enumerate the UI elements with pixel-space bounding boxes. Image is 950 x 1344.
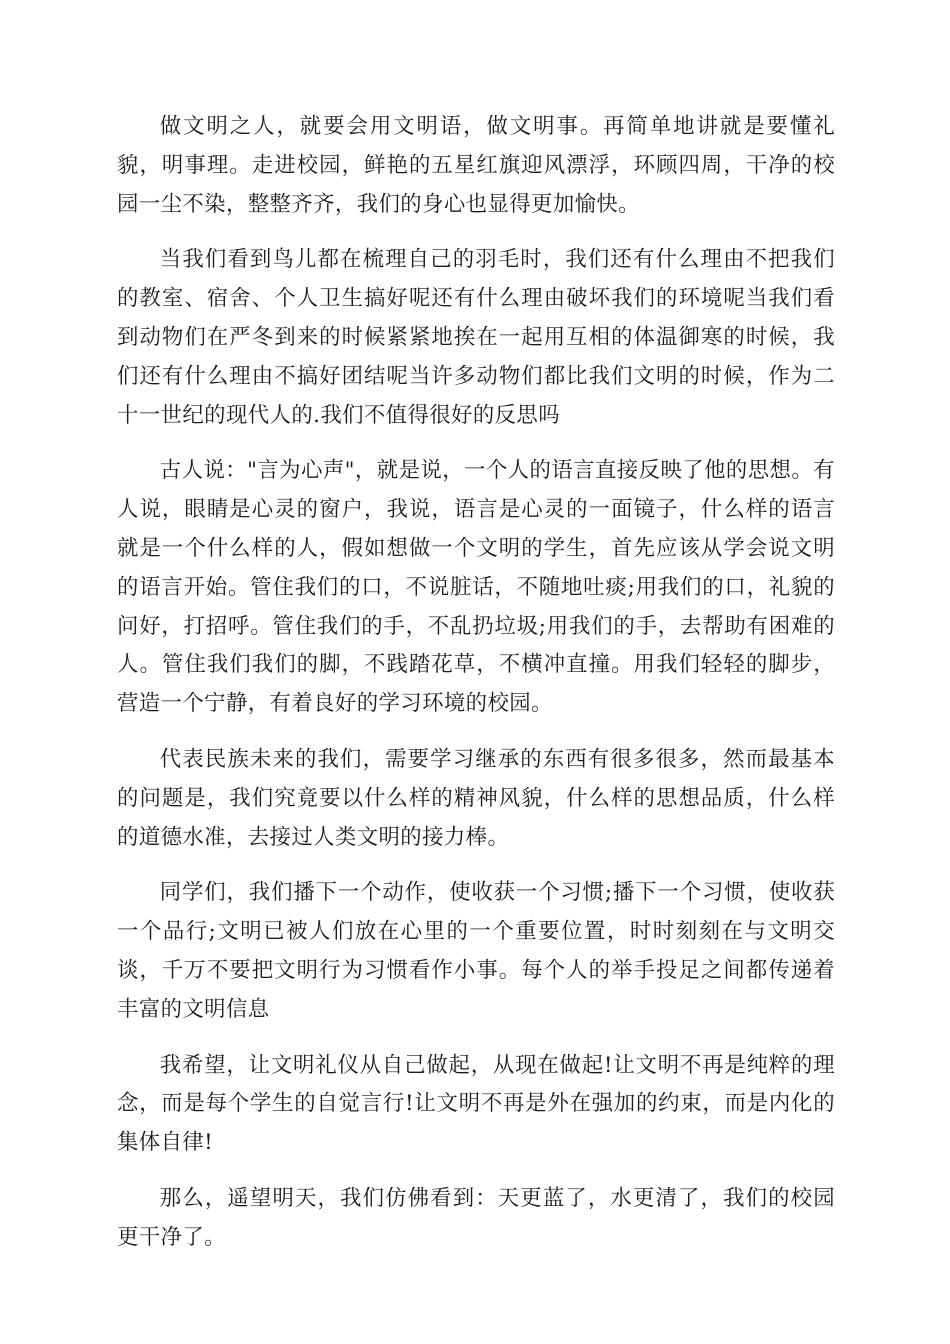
paragraph-7: 那么，遥望明天，我们仿佛看到：天更蓝了，水更清了，我们的校园更干净了。 (117, 1185, 835, 1250)
paragraph-6: 我希望，让文明礼仪从自己做起，从现在做起!让文明不再是纯粹的理念，而是每个学生的自觉言行!让文明不再是外在强加的约束，而是内化的集体自律! (117, 1052, 835, 1156)
paragraph-5: 同学们，我们播下一个动作，使收获一个习惯;播下一个习惯，使收获一个品行;文明已被人们放在心里的一个重要位置，时时刻刻在与文明交谈，千万不要把文明行为习惯看作小事。每个人的举手投足之间都传递着丰富的文明信息 (117, 880, 835, 1022)
document-body (117, 108, 835, 1275)
paragraph-2: 当我们看到鸟儿都在梳理自己的羽毛时，我们还有什么理由不把我们的教室、宿舍、个人卫生搞好呢还有什么理由破坏我们的环境呢当我们看到动物们在严冬到来的时候紧紧地挨在一起用互相的体温御寒的时候，我们还有什么理由不搞好团结呢当许多动物们都比我们文明的时候，作为二十一世纪的现代人的.我们不值得很好的反思吗 (117, 247, 835, 428)
paragraph-3: 古人说："言为心声"，就是说，一个人的语言直接反映了他的思想。有人说，眼睛是心灵的窗户，我说，语言是心灵的一面镜子，什么样的语言就是一个什么样的人，假如想做一个文明的学生，首先应该从学会说文明的语言开始。管住我们的口，不说脏话，不随地吐痰;用我们的口，礼貌的问好，打招呼。管住我们的手，不乱扔垃圾;用我们的手，去帮助有困难的人。管住我们我们的脚，不践踏花草，不横冲直撞。用我们轻轻的脚步，营造一个宁静，有着良好的学习环境的校园。 (117, 458, 835, 717)
paragraph-1: 做文明之人，就要会用文明语，做文明事。再简单地讲就是要懂礼貌，明事理。走进校园，鲜艳的五星红旗迎风漂浮，环顾四周，干净的校园一尘不染，整整齐齐，我们的身心也显得更加愉快。 (117, 114, 835, 217)
paragraph-4: 代表民族未来的我们，需要学习继承的东西有很多很多，然而最基本的问题是，我们究竟要以什么样的精神风貌，什么样的思想品质，什么样的道德水准，去接过人类文明的接力棒。 (117, 746, 835, 850)
